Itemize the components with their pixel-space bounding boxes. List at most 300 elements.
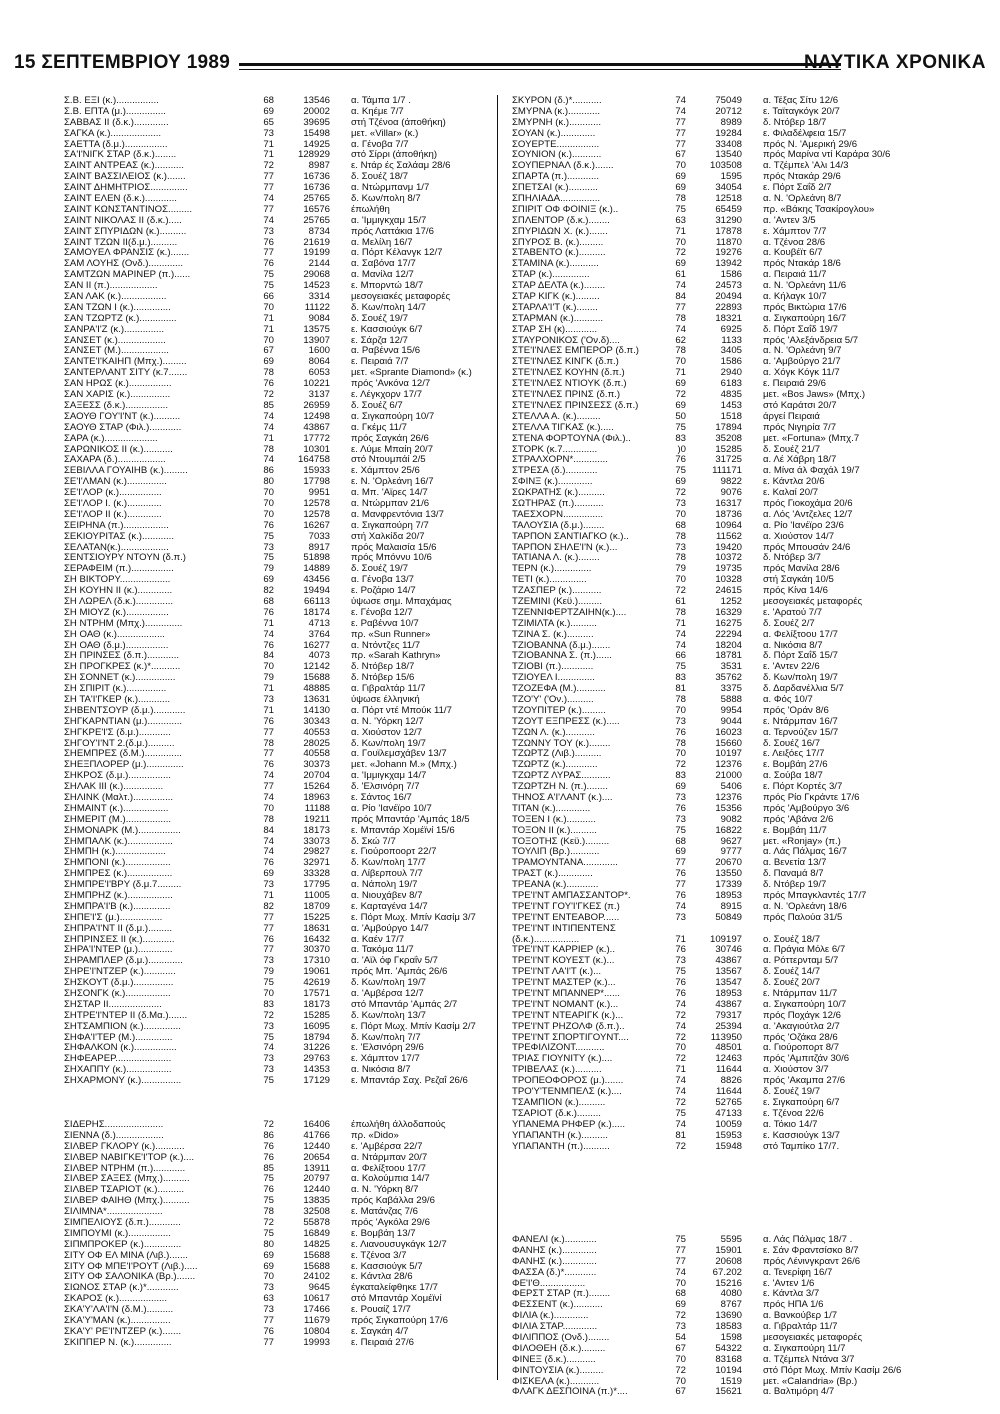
- position-note: ε. Σάρζα 12/7: [351, 334, 409, 346]
- build-year: 74: [675, 628, 686, 640]
- tonnage: 15621: [715, 1386, 742, 1398]
- tonnage: 17129: [303, 1075, 330, 1087]
- position-note: α. Ν. 'Ορλεάνη 18/6: [763, 900, 847, 912]
- position-note: δ. Παναμά 8/7: [763, 868, 824, 880]
- build-year: 77: [263, 1336, 274, 1348]
- build-year: 75: [263, 1031, 274, 1043]
- ship-entry: [64, 434, 494, 445]
- ship-name: ΣΙΛΙΜΝΑ*.....................: [64, 1206, 163, 1218]
- ship-name: ΣΗΡΑΜΠΛΕΡ (δ.μ.).............: [64, 955, 183, 967]
- ship-name: ΣΑΝ ΙΙ (π.)..................: [64, 280, 158, 292]
- ship-name: ΤΡΕΦΙΛΙΖΟΝΤ...........: [512, 1042, 605, 1054]
- position-note: α. Γιβραλτάρ 11/7: [351, 683, 426, 695]
- ship-name: ΤΖΟΥΤ ΕΞΠΡΕΣΣ (κ.).....: [512, 715, 620, 727]
- position-note: ε. Κάντλα 20/6: [763, 476, 825, 488]
- position-note: α. Ρόττερνταμ 5/7: [763, 955, 839, 967]
- build-year: 70: [675, 356, 686, 368]
- ship-name: ΣΕ'Ι'ΛΟΡ (κ.)................: [64, 487, 162, 499]
- build-year: 70: [675, 748, 686, 760]
- position-note: α. 'Αϊλ όφ Γκραΐν 5/7: [351, 955, 438, 967]
- tonnage: 12376: [715, 792, 742, 803]
- ship-name: ΣΤΕΝΑ ΦΟΡΤΟΥΝΑ (Φιλ.)..: [512, 432, 631, 444]
- position-note: πρός Νιγηρία 7/7: [763, 421, 837, 433]
- position-note: ε. Γιούροποορτ 22/7: [351, 846, 437, 858]
- tonnage: 35762: [715, 672, 742, 684]
- build-year: 75: [675, 966, 686, 978]
- tonnage: 35208: [715, 432, 742, 444]
- build-year: 72: [675, 487, 686, 499]
- ship-name: ΣΤΡΑΛΧΟΡΝ*.............: [512, 454, 608, 466]
- position-note: στό Καράτσι 20/7: [763, 399, 837, 411]
- ship-name: ΤΟΞΟΝ ΙΙ (κ.)..........: [512, 824, 597, 836]
- position-note: α. Βαλτιμόρη 4/7: [763, 1386, 835, 1398]
- position-note: α. Χιούστον 12/7: [351, 726, 423, 738]
- build-year: 77: [675, 127, 686, 139]
- tonnage: 14523: [303, 280, 330, 292]
- ship-name: ΣΗΜΠΡΑ'Ι'Β (κ.)..............: [64, 900, 171, 912]
- tonnage: 103508: [709, 160, 742, 172]
- tonnage: 15225: [303, 911, 330, 923]
- position-note: δ. Σκώ 7/7: [351, 835, 396, 847]
- tonnage: 3405: [720, 345, 742, 357]
- ship-name: ΤΖΙΟΒΑΝΝΑ (δ.μ.).......: [512, 639, 611, 651]
- ship-name: ΤΡΕ'Ι'ΝΤ ΚΑΡΡΙΕΡ (κ.)..: [512, 944, 616, 956]
- ship-name: ΣΑΜ ΛΟΥΗΣ (Ονδ.).............: [64, 258, 184, 270]
- tonnage: 9076: [720, 487, 742, 499]
- build-year: 77: [263, 922, 274, 934]
- position-note: στό Πόρτ Μωχ. Μπίν Κασίμ 26/6: [763, 1364, 902, 1376]
- position-note: α. Τάμπα 1/7 .: [351, 95, 411, 106]
- build-year: 68: [263, 595, 274, 607]
- position-note: ε. 'Ελσινόρη 29/6: [351, 1042, 424, 1054]
- ship-name: ΤΖΙΜΙΛΤΑ (κ.)..........: [512, 617, 597, 629]
- tonnage: 13547: [715, 977, 742, 989]
- tonnage: 13690: [715, 1310, 742, 1322]
- build-year: 69: [675, 378, 686, 390]
- build-year: 74: [675, 1086, 686, 1098]
- ship-name: ΤΖΩΡΤΖΗ Ν. (π.)........: [512, 781, 608, 793]
- build-year: 72: [675, 1310, 686, 1322]
- tonnage: 128929: [297, 149, 330, 161]
- position-note: α. Νάπολη 19/7: [351, 879, 418, 891]
- position-note: α. Πόρτ ντέ Μπούκ 11/7: [351, 704, 452, 716]
- ship-name: ΣΗΣΟΝΓΚ (κ.).................: [64, 988, 171, 1000]
- ship-name: ΣΗΜΠΗ (κ.)...................: [64, 846, 166, 858]
- build-year: 85: [263, 399, 274, 411]
- ship-name: ΤΗΝΟΣ Α'Ι'ΛΑΝΤ (κ.)....: [512, 792, 613, 803]
- ship-name: ΣΤΕΛΛΑ Α. (κ.).........: [512, 410, 601, 422]
- ship-name: ΤΖΙΟΥΕΛ Ι..............: [512, 672, 595, 684]
- tonnage: 16849: [303, 1227, 330, 1239]
- position-note: ε. 'Αρατού 7/7: [763, 606, 823, 618]
- build-year: 74: [675, 639, 686, 651]
- build-year: 70: [675, 1042, 686, 1054]
- position-note: ε. Τζένοα 3/7: [351, 1249, 407, 1261]
- ship-entry: [64, 1251, 494, 1262]
- position-note: δ. Σουέζ 19/7: [351, 312, 409, 324]
- tonnage: 3137: [308, 389, 330, 401]
- ship-name: ΣΗΠΡΙΝΣΕΣ ΙΙ (κ.)............: [64, 933, 175, 945]
- ship-name: ΣΤΑΡ ΚΙΓΚ (κ.).........: [512, 291, 600, 303]
- ship-name: ΣΗΣΚΟΥΤ (δ.μ.)...............: [64, 977, 174, 989]
- position-note: πρός Μπουσάν 24/6: [763, 541, 851, 553]
- build-year: 69: [675, 781, 686, 793]
- tonnage: 19276: [715, 247, 742, 259]
- build-year: 73: [263, 1282, 274, 1294]
- position-note: πρός Ν. 'Αμερική 29/6: [763, 138, 858, 150]
- position-note: πρ. «Dido»: [351, 1129, 399, 1141]
- position-note: δ. Δαρδανέλλια 5/7: [763, 683, 844, 695]
- position-note: στή Σαγκάη 10/5: [763, 574, 834, 586]
- position-note: α. Μελίλη 16/7: [351, 236, 413, 248]
- ship-name: ΣΗΜΑΙΝΤ (κ.).................: [64, 802, 169, 814]
- build-year: 73: [263, 225, 274, 237]
- build-year: 73: [263, 879, 274, 891]
- tonnage: 13575: [303, 323, 330, 335]
- ship-name: ΤΟΞΟΤΗΣ (Κεϋ.).........: [512, 835, 610, 847]
- build-year: 76: [675, 944, 686, 956]
- ship-list-right-bottom: [512, 1235, 997, 1398]
- tonnage: 34054: [715, 182, 742, 194]
- tonnage: 1595: [720, 171, 742, 183]
- position-note: α. 'Αμβέρσα 12/7: [351, 988, 424, 1000]
- build-year: 70: [263, 661, 274, 673]
- ship-name: ΤΖΩΡΤΖ (Λιβ.)..........: [512, 748, 602, 760]
- build-year: 73: [263, 1020, 274, 1032]
- build-year: 74: [263, 792, 274, 803]
- build-year: 78: [675, 530, 686, 542]
- position-note: α. Σιγκαπούρη 11/7: [763, 1342, 846, 1354]
- tonnage: 19284: [715, 127, 742, 139]
- build-year: 77: [675, 116, 686, 128]
- build-year: 77: [263, 182, 274, 194]
- column-divider: [497, 95, 498, 1380]
- position-note: α. Χόγκ Κόγκ 11/7: [763, 367, 840, 379]
- tonnage: 9082: [720, 813, 742, 825]
- ship-name: ΣΑΙΝΤ ΤΖΩΝ ΙΙ(δ.μ.)..........: [64, 236, 178, 248]
- ship-list-left-top: [64, 96, 494, 1087]
- ship-entry: [512, 1022, 997, 1033]
- position-note: α. 'Ιμμιγκχαμ 15/7: [351, 214, 427, 226]
- tonnage: 48501: [715, 1042, 742, 1054]
- position-note: δ. Σουέζ 14/7: [763, 966, 821, 978]
- position-note: ε. Κάντλα 3/7: [763, 1288, 820, 1300]
- position-note: ε. 'Αντεν 22/6: [763, 661, 820, 673]
- position-note: ε. Πόρτ Μωχ. Μπίν Κασίμ 3/7: [351, 911, 476, 923]
- position-note: ε. Ντάρ ές Σαλάαμ 28/6: [351, 160, 451, 172]
- build-year: 75: [263, 1075, 274, 1087]
- ship-name: ΣΑΡΩΝΙΚΟΣ ΙΙ (κ.)...........: [64, 443, 173, 455]
- position-note: ε. Βομβάη 27/6: [763, 759, 828, 771]
- position-note: στό Ταμπίκο 17/7.: [763, 1140, 840, 1152]
- build-year: 74: [263, 770, 274, 782]
- tonnage: 9044: [720, 715, 742, 727]
- tonnage: 14925: [303, 138, 330, 150]
- tonnage: 12440: [303, 1140, 330, 1152]
- position-note: δ. Κων/πολη 19/7: [351, 977, 427, 989]
- ship-name: ΤΖΕΝΝΙΦΕΡΤΖΑΙΗΝ(κ.)....: [512, 606, 627, 618]
- build-year: 68: [675, 519, 686, 531]
- position-note: πρός Σιγκαπούρη 17/6: [351, 1315, 448, 1327]
- build-year: 78: [263, 443, 274, 455]
- tonnage: 164758: [297, 454, 330, 466]
- tonnage: 5888: [720, 693, 742, 705]
- build-year: 70: [263, 497, 274, 509]
- tonnage: 24615: [715, 585, 742, 597]
- tonnage: 8989: [720, 116, 742, 128]
- position-note: α. Κολούμπια 14/7: [351, 1173, 430, 1185]
- ship-name: ΣΗΜΟΝΑΡΚ (Μ.)................: [64, 824, 181, 836]
- ship-name: ΣΗ ΠΡΟΓΚΡΕΣ (κ.)*...........: [64, 661, 181, 673]
- position-note: ε. Καλαί 20/7: [763, 487, 819, 499]
- position-note: ε. Πόρτ Μωχ. Μπίν Κασίμ 2/7: [351, 1020, 476, 1032]
- tonnage: 13546: [303, 95, 330, 106]
- tonnage: 24573: [715, 280, 742, 292]
- tonnage: 13540: [715, 149, 742, 161]
- position-note: πρός Μπ. 'Αμπάς 26/6: [351, 966, 448, 978]
- build-year: 74: [263, 628, 274, 640]
- ship-name: ΣΑΕΤΤΑ (δ.μ.)................: [64, 138, 168, 150]
- ship-name: ΤΖΩΝ Λ. (κ.)...........: [512, 726, 595, 738]
- ship-name: ΤΖΟ'Υ' ('Ον.)..........: [512, 693, 594, 705]
- build-year: 75: [675, 1234, 686, 1245]
- build-year: 70: [263, 508, 274, 520]
- tonnage: 31226: [303, 1042, 330, 1054]
- tonnage: 13942: [715, 258, 742, 270]
- tonnage: 11005: [304, 890, 330, 902]
- ship-name: ΤΡΟΠΕΟΦΟΡΟΣ (μ.).......: [512, 1075, 624, 1087]
- tonnage: 10804: [303, 1325, 330, 1337]
- tonnage: 113950: [710, 1031, 742, 1043]
- ship-name: ΦΙΛΙΑ (κ.).............: [512, 1310, 589, 1322]
- build-year: 70: [675, 574, 686, 586]
- position-note: α. Σούβα 18/7: [763, 770, 823, 782]
- build-year: 78: [263, 813, 274, 825]
- build-year: 74: [675, 105, 686, 117]
- position-note: α. Ρίο 'Ιανέϊρο 23/6: [763, 519, 844, 531]
- build-year: 71: [263, 890, 274, 902]
- tonnage: 31725: [715, 454, 742, 466]
- ship-name: ΣΕ'Ι'ΛΟΡ ΙΙ (κ.).............: [64, 508, 162, 520]
- build-year: 74: [263, 421, 274, 433]
- build-year: 75: [675, 421, 686, 433]
- position-note: ε. 'Αμβέρσα 22/7: [351, 1140, 423, 1152]
- tonnage: 22893: [715, 301, 742, 313]
- ship-name: ΣΑΙΝΤ ΑΝΤΡΕΑΣ (κ.)...........: [64, 160, 184, 172]
- tonnage: 20002: [303, 105, 330, 117]
- ship-name: ΣΗ ΟΑΘ (δ.μ.)................: [64, 639, 169, 651]
- position-note: δ. Πόρτ Σαΐδ 15/7: [763, 650, 838, 662]
- build-year: 77: [675, 1255, 686, 1267]
- tonnage: 4713: [308, 617, 330, 629]
- position-note: πρός Παλούα 31/5: [763, 911, 843, 923]
- tonnage: 16576: [303, 203, 330, 215]
- tonnage: 20670: [715, 857, 742, 869]
- position-note: ε. Χάμπτον 25/6: [351, 465, 420, 477]
- tonnage: 1598: [720, 1332, 742, 1344]
- position-note: α. Τζέμπελ 'Αλι 14/3: [763, 160, 849, 172]
- build-year: 67: [675, 149, 686, 161]
- tonnage: 24102: [303, 1271, 330, 1283]
- ship-name: ΣΑΞΕΣΣ (δ.κ.)................: [64, 399, 168, 411]
- build-year: 75: [675, 661, 686, 673]
- tonnage: 10221: [303, 378, 330, 390]
- position-note: α. Κουβέϊτ 6/7: [763, 247, 823, 259]
- position-note: ε. Κασσιούγκ 5/7: [351, 1260, 423, 1272]
- ship-name: ΣΩΚΡΑΤΗΣ (κ.)..........: [512, 487, 605, 499]
- build-year: 78: [263, 367, 274, 379]
- position-note: μετ. «Calandria» (Βρ.): [763, 1375, 858, 1387]
- ship-name: ΣΚΥΡΟΝ (δ.)*...........: [512, 95, 602, 106]
- position-note: πρός Ντακάρ 18/6: [763, 258, 841, 270]
- build-year: 73: [675, 955, 686, 967]
- ship-entry: [64, 1022, 494, 1033]
- tonnage: 6053: [308, 367, 330, 379]
- position-note: ε. Ραβέννα 10/7: [351, 617, 419, 629]
- position-note: ε. Σαγκάη 4/7: [351, 1325, 409, 1337]
- ship-name: ΣΗΦΑΛΚΟΝ (κ.)................: [64, 1042, 177, 1054]
- position-note: α. Τερνούζεν 15/7: [763, 726, 839, 738]
- ship-name: ΣΟΥΝΙΟΝ (κ.)...........: [512, 149, 602, 161]
- build-year: 71: [675, 1064, 686, 1076]
- build-year: 74: [675, 323, 686, 335]
- ship-entry: [64, 619, 494, 630]
- build-year: 74: [675, 1075, 686, 1087]
- position-note: ε. Χάμπτον 7/7: [763, 225, 827, 237]
- tonnage: 30343: [303, 715, 330, 727]
- build-year: 71: [675, 367, 686, 379]
- build-year: 72: [263, 389, 274, 401]
- ship-name: ΣΑΙΝΤ ΝΙΚΟΛΑΣ ΙΙ (δ.κ.).....: [64, 214, 182, 226]
- tonnage: 7033: [308, 530, 330, 542]
- position-note: στό Μπαντάρ Χομέϊνί: [351, 1293, 442, 1305]
- build-year: 74: [263, 1042, 274, 1054]
- tonnage: 11562: [716, 530, 742, 542]
- build-year: 66: [675, 650, 686, 662]
- build-year: 79: [263, 672, 274, 684]
- ship-name: ΤΡΟ'Υ'ΤΕΝΜΠΕΛΣ (κ.)....: [512, 1086, 622, 1098]
- build-year: 71: [263, 138, 274, 150]
- ship-name: ΣΤΡΕΣΑ (δ.)............: [512, 465, 598, 477]
- tonnage: 18953: [715, 988, 742, 1000]
- position-note: πρός Βικτώρια 17/6: [763, 301, 847, 313]
- tonnage: 13631: [303, 693, 330, 705]
- build-year: 76: [263, 1140, 274, 1152]
- position-note: ε. Γένοβα 12/7: [351, 606, 413, 618]
- build-year: 75: [675, 824, 686, 836]
- position-note: α. Κήλαγκ 10/7: [763, 291, 827, 303]
- ship-name: ΤΡΙΒΕΛΑΣ (κ.)..........: [512, 1064, 602, 1076]
- build-year: 69: [675, 846, 686, 858]
- position-note: ε. Φιλαδέλφεια 15/7: [763, 127, 847, 139]
- ship-name: ΦΑΣΣΑ (δ.)*............: [512, 1266, 597, 1278]
- tonnage: 15660: [715, 737, 742, 749]
- tonnage: 15498: [303, 127, 330, 139]
- tonnage: 13911: [304, 1162, 330, 1174]
- tonnage: 17772: [303, 432, 330, 444]
- position-note: α. 'Ιμμιγκχαμ 14/7: [351, 770, 427, 782]
- position-note: α. 'Αμβούργο 14/7: [351, 922, 429, 934]
- build-year: 74: [675, 900, 686, 912]
- ship-name: ΤΡΕ'Ι'ΝΤ ΝΤΕΑΡΙΓΚ (κ.)...: [512, 1009, 624, 1021]
- build-year: 70: [675, 508, 686, 520]
- tonnage: 20704: [303, 770, 330, 782]
- position-note: α. 'Αντεν 3/5: [763, 214, 816, 226]
- ship-name: ΣΕΒΙΛΛΑ ΓΟΥΑΙΗΒ (κ.).........: [64, 465, 188, 477]
- position-note: μετ. «Bos Jaws» (Μπχ.): [763, 389, 866, 401]
- build-year: 71: [263, 617, 274, 629]
- build-year: 75: [263, 1227, 274, 1239]
- build-year: 72: [675, 585, 686, 597]
- build-year: 76: [263, 1151, 274, 1163]
- ship-entry: [512, 1142, 997, 1153]
- ship-name: ΣΗΓΟΥ'Ι'ΝΤ 2.(δ.μ.)..........: [64, 737, 175, 749]
- tonnage: 19211: [304, 813, 330, 825]
- tonnage: 3764: [308, 628, 330, 640]
- tonnage: 15948: [715, 1140, 742, 1152]
- ship-entry: [512, 826, 997, 837]
- build-year: 76: [263, 639, 274, 651]
- tonnage: 20712: [715, 105, 742, 117]
- position-note: δ. Πόρτ Σαΐδ 19/7: [763, 323, 838, 335]
- tonnage: 18709: [303, 900, 330, 912]
- ship-name: ΦΕΣΣΕΝΤ (κ.)...........: [512, 1299, 603, 1311]
- position-note: πρός ΗΠΑ 1/6: [763, 1299, 824, 1311]
- position-note: πρ. «Βάκης Τσακίρογλου»: [763, 203, 875, 215]
- build-year: 72: [675, 1031, 686, 1043]
- tonnage: 5595: [720, 1234, 742, 1245]
- position-note: ε. Λέγκχορν 17/7: [351, 389, 423, 401]
- tonnage: 1600: [308, 345, 330, 357]
- build-year: 81: [675, 683, 686, 695]
- tonnage: 17339: [715, 879, 742, 891]
- tonnage: 30373: [303, 759, 330, 771]
- build-year: 70: [675, 160, 686, 172]
- build-year: 84: [263, 650, 274, 662]
- build-year: 80: [263, 1238, 274, 1250]
- build-year: 66: [263, 291, 274, 303]
- position-note: α. Ραβέννα 15/6: [351, 345, 421, 357]
- position-note: μετ. «Johann M.» (Μπχ.): [351, 759, 457, 771]
- position-note: α. Πειραιά 11/7: [763, 269, 827, 281]
- tonnage: 18204: [715, 639, 742, 651]
- tonnage: 33408: [715, 138, 742, 150]
- tonnage: 17795: [303, 879, 330, 891]
- tonnage: 43456: [303, 574, 330, 586]
- tonnage: 83168: [715, 1353, 742, 1365]
- position-note: α. Ν. 'Υόρκη 12/7: [351, 715, 424, 727]
- position-note: α. Τόκιο 14/7: [763, 1118, 818, 1130]
- build-year: 71: [675, 933, 686, 945]
- build-year: 75: [263, 977, 274, 989]
- ship-name: ΣΠΙΡΙΤ ΟΦ ΦΟΙΝΙΞ (κ.)..: [512, 203, 619, 215]
- build-year: 70: [263, 988, 274, 1000]
- tonnage: 16822: [715, 824, 742, 836]
- build-year: 68: [263, 95, 274, 106]
- position-note: πρός 'Αγκόλα 29/6: [351, 1217, 430, 1229]
- build-year: )0: [677, 443, 686, 455]
- tonnage: 11188: [304, 802, 330, 814]
- build-year: 72: [675, 389, 686, 401]
- ship-name: ΤΕΡΝ (κ.)..............: [512, 563, 592, 575]
- tonnage: 14130: [303, 704, 330, 716]
- tonnage: 8826: [720, 1075, 742, 1087]
- ship-entry: [512, 521, 997, 532]
- position-note: πρός Μπόννυ 10/6: [351, 552, 432, 564]
- build-year: 76: [263, 759, 274, 771]
- ship-name: ΣΗ ΣΠΙΡΙΤ (κ.)...............: [64, 683, 167, 695]
- position-note: πρός 'Αλεξάνδρεια 5/7: [763, 334, 859, 346]
